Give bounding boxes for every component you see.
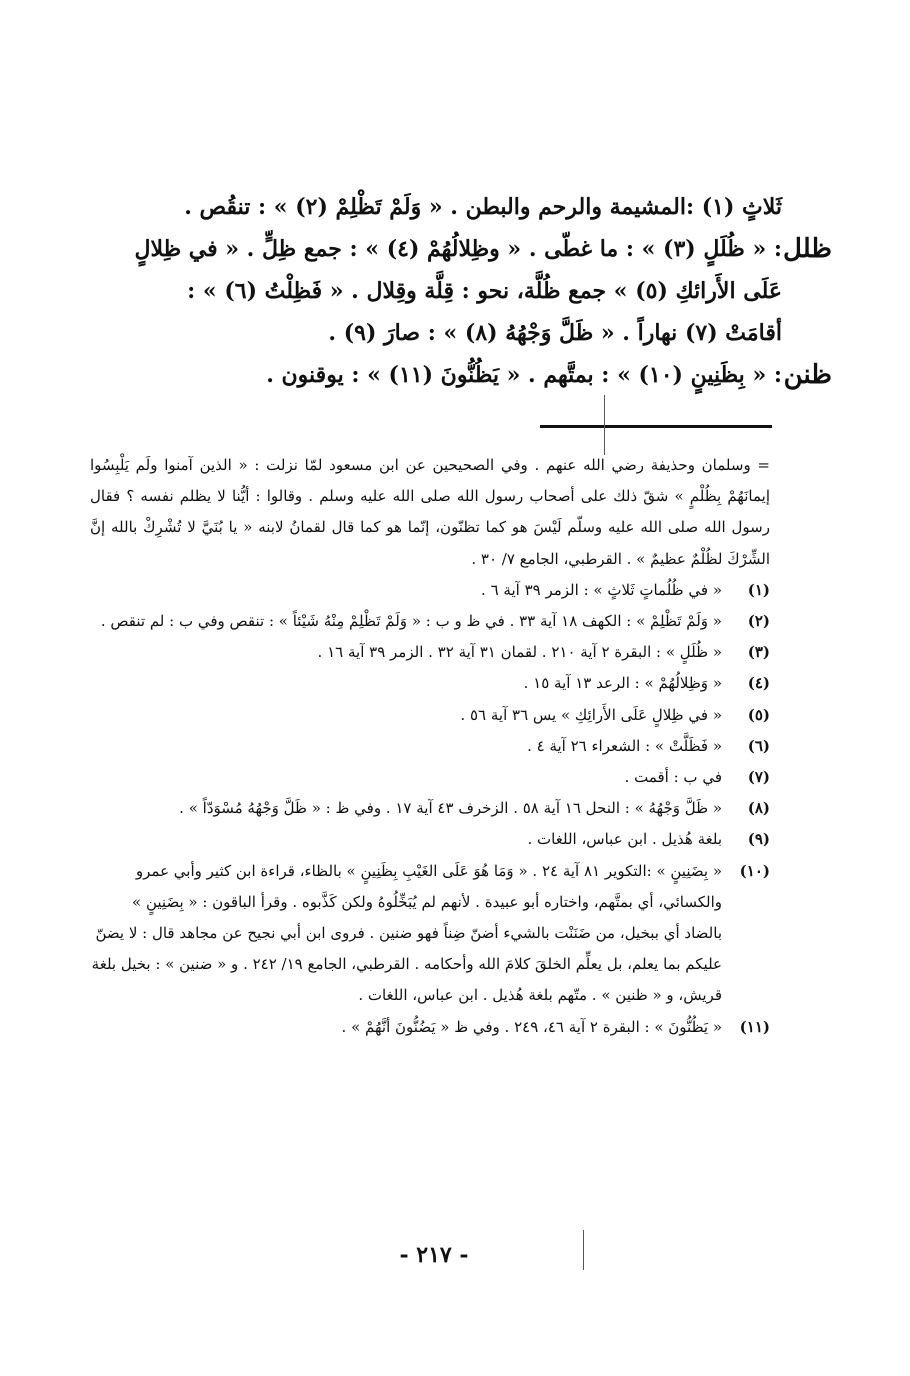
footnote-number: (٨) [747,799,770,818]
entry-headword: ظلل [783,234,832,264]
footnote-text: في ب : أقمت . [624,768,722,787]
footnote-number: (٦) [747,736,770,755]
footnote [90,1012,770,1043]
footnote [90,700,770,731]
footnote [90,824,770,855]
scan-mark [604,395,605,455]
footnote-number: (٣) [747,643,770,662]
entry-line: : « بِظَنِينٍ (١٠) » : بمتَّهم . « يَظُنُّونَ (١١) » : يوقنون . [266,362,782,388]
footnote [90,762,770,793]
entry-zll [102,228,832,354]
entry-line: ثَلاثٍ (١) :المشيمة والرحم والبطن . « وَلَمْ تَظْلِمْ (٢) » : تنقُص . [184,194,782,220]
footnote [90,856,770,1012]
footnote-text: « في ظُلُماتٍ ثَلاثٍ » : الزمر ٣٩ آية ٦ . [481,580,722,599]
entry-headword: ظنن [783,360,832,390]
footnote-number: (٩) [747,830,770,849]
footnote-text: بلغة هُذيل . ابن عباس، اللغات . [527,830,722,849]
entry-line: عَلَى الأَرائكِ (٥) » جمع ظُلَّة، نحو : قِلَّة وقِلال . « فَظِلْتُ (٦) » : [187,278,782,304]
footnote-number: (٢) [747,612,770,631]
footnote [90,668,770,699]
entry-znn [102,354,832,396]
footnote-number: (١١) [739,1017,770,1036]
footnote-continuation: = وسلمان وحذيفة رضي الله عنهم . وفي الصحيحين عن ابن مسعود لمّا نزلت : « الذين آمنوا ولَم يَلْبِسُوا إيمانَهُمْ بِظُلْمٍ » شقّ ذلك على أصحاب رسول الله صلى الله عليه وسلم . وقالوا : أيُّنا لا يظلم نفسه ؟ فقال رسول الله صلى الله عليه وسلّم لَيْسَ هو كما تظنّون، إنّما هو كما قال لقمانُ لابنه « يا بُنَيَّ لا تُشْرِكْ بالله إنَّ الشِّرْكَ لظُلْمٌ عظيمٌ » . القرطبي، الجامع ٧/ ٣٠ . [90,456,770,568]
scan-mark [583,1230,584,1270]
footnote-number: (٥) [747,705,770,724]
page-number: - ٢١٧ - [399,1242,469,1268]
entry-line: أقامَتْ (٧) نهاراً . « ظَلَّ وَجْهُهُ (٨) » : صارَ (٩) . [328,320,782,346]
footnote [90,575,770,606]
footnote-text: « فَظَلَّتْ » : الشعراء ٢٦ آية ٤ . [527,736,722,755]
footnote-text: « ظَلَّ وَجْهُهُ » : النحل ١٦ آية ٥٨ . الزخرف ٤٣ آية ١٧ . وفي ظ : « ظَلَّ وَجْهُهُ مُسْوَدّاً » . [179,799,722,818]
footnote-number: (١٠) [739,861,770,880]
entry-line: : « ظُلَلٍ (٣) » : ما غطّى . « وظِلالُهُمْ (٤) » : جمع ظِلٍّ . « في ظِلالٍ [134,236,782,262]
footnote-number: (٧) [747,768,770,787]
footnote [90,606,770,637]
footnote [90,637,770,668]
footnote [90,731,770,762]
footnote-text: « ظُلَلٍ » : البقرة ٢ آية ٢١٠ . لقمان ٣١ آية ٣٢ . الزمر ٣٩ آية ١٦ . [317,643,722,662]
footnote [90,793,770,824]
footnote-text: « وَظِلالُهُمْ » : الرعد ١٣ آية ١٥ . [523,674,722,693]
footnote-number: (٤) [747,674,770,693]
footnote-text: « يَظُنُّونَ » : البقرة ٢ آية ٤٦، ٢٤٩ . وفي ظ « يَضُنُّونَ أنَّهُمْ » . [341,1017,722,1036]
dictionary-entries [102,186,832,396]
footnote-text: « بِضَنِينٍ » :التكوير ٨١ آية ٢٤ . « وَمَا هُوَ عَلَى الغَيْبِ بِظَنِينٍ » بالظاء، قراءة ابن كثير وأبي عمرو والكسائي، أي بمتَّهم، واختاره أبو عبيدة . لأنهم لم يُبَخِّلُوهُ ولكن كَذَّبوه . وقرأ الباقون : « بِضَنِينٍ » بالضاد أي ببخيل، من ضَنَنْت بالشيء أضنّ ضِناً فهو ضنين . فروى ابن أبي نجيح عن مجاهد قال : لا يضنّ عليكم بما يعلم، بل يعلِّم الخلقَ كلامَ الله وأحكامه . القرطبي، الجامع ١٩/ ٢٤٢ . و « ضنين » : بخيل بلغة قريش، و « ظنين » . متّهم بلغة هُذيل . ابن عباس، اللغات . [91,861,722,1005]
footnote-text: « في ظِلالٍ عَلَى الأَرائِكِ » يس ٣٦ آية ٥٦ . [460,705,722,724]
entry-thalath-continuation [102,186,782,228]
footnote-divider [540,425,772,428]
footnotes-section [90,450,770,1043]
footnote-number: (١) [747,580,770,599]
footnote-text: « وَلَمْ تَظْلِمْ » : الكهف ١٨ آية ٣٣ . في ظ و ب : « وَلَمْ تَظْلِمْ مِنْهُ شَيْئاً » : تنقص وفي ب : لم تنقص . [100,612,722,631]
